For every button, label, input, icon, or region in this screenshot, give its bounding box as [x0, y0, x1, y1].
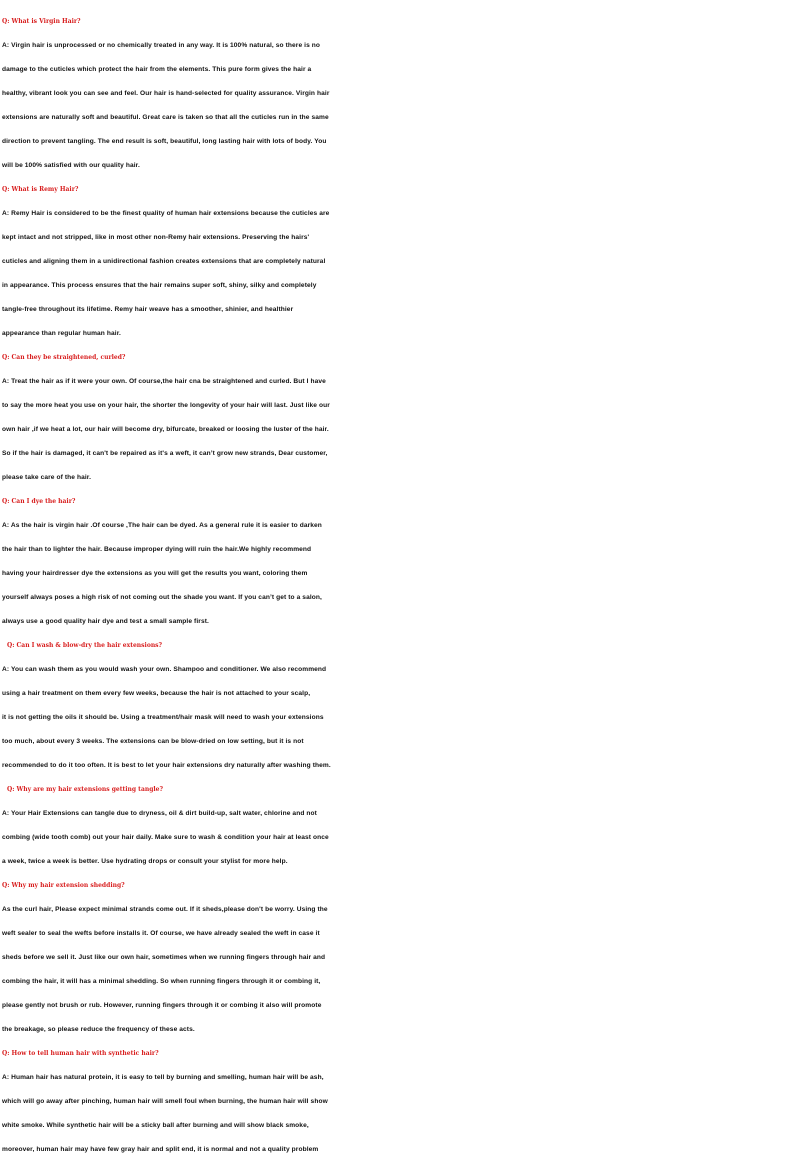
faq-answer-line: recommended to do it too often. It is best to let your hair extensions dry naturally after washing them. — [2, 762, 331, 769]
faq-answer-line: weft sealer to seal the wefts before installs it. Of course, we have already sealed the weft in case it — [2, 930, 320, 937]
faq-item — [0, 10, 800, 178]
faq-answer-line: yourself always poses a high risk of not coming out the shade you want. If you can’t get to a salon, — [2, 594, 322, 601]
faq-answer-line: cuticles and aligning them in a unidirectional fashion creates extensions that are completely natural — [2, 258, 326, 265]
faq-answer-line: please take care of the hair. — [2, 474, 92, 481]
faq-question: Q: Can they be straightened, curled? — [2, 354, 126, 361]
faq-item — [0, 634, 800, 778]
faq-question: Q: Why are my hair extensions getting tangle? — [7, 786, 164, 793]
faq-answer-line: A: Your Hair Extensions can tangle due to dryness, oil & dirt build-up, salt water, chlorine and not — [2, 810, 317, 817]
faq-document — [0, 10, 800, 1162]
faq-answer-line: white smoke. While synthetic hair will be a sticky ball after burning and will show black smoke, — [2, 1122, 309, 1129]
faq-answer-line: using a hair treatment on them every few weeks, because the hair is not attached to your scalp, — [2, 690, 311, 697]
faq-answer-line: kept intact and not stripped, like in most other non-Remy hair extensions. Preserving the hairs' — [2, 234, 310, 241]
faq-answer-line: extensions are naturally soft and beautiful. Great care is taken so that all the cuticles run in the same — [2, 114, 329, 121]
faq-answer-line: a week, twice a week is better. Use hydrating drops or consult your stylist for more help. — [2, 858, 288, 865]
faq-question: Q: Can I dye the hair? — [2, 498, 76, 505]
faq-answer-line: damage to the cuticles which protect the hair from the elements. This pure form gives the hair a — [2, 66, 312, 73]
faq-answer-line: As the curl hair, Please expect minimal strands come out. If it sheds,please don't be worry. Using the — [2, 906, 328, 913]
faq-answer-line: A: As the hair is virgin hair .Of course ,The hair can be dyed. As a general rule it is easier to darken — [2, 522, 322, 529]
faq-answer-line: will be 100% satisfied with our quality hair. — [2, 162, 140, 169]
faq-item — [0, 490, 800, 634]
faq-answer-line: A: Virgin hair is unprocessed or no chemically treated in any way. It is 100% natural, so there is no — [2, 42, 321, 49]
faq-answer-line: which will go away after pinching, human hair will smell foul when burning, the human hair will show — [2, 1098, 328, 1105]
faq-answer-line: combing (wide tooth comb) out your hair daily. Make sure to wash & condition your hair at least once — [2, 834, 329, 841]
faq-answer-line: too much, about every 3 weeks. The extensions can be blow-dried on low setting, but it is not — [2, 738, 304, 745]
faq-answer-line: combing the hair, it will has a minimal shedding. So when running fingers through it or combing it, — [2, 978, 321, 985]
faq-answer-line: having your hairdresser dye the extensions as you will get the results you want, coloring them — [2, 570, 308, 577]
faq-answer-line: A: Remy Hair is considered to be the finest quality of human hair extensions because the cuticles are — [2, 210, 330, 217]
faq-question: Q: What is Remy Hair? — [2, 186, 79, 193]
faq-answer-line: sheds before we sell it. Just like our own hair, sometimes when we running fingers through hair and — [2, 954, 326, 961]
faq-item — [0, 778, 800, 874]
faq-item — [0, 874, 800, 1042]
faq-answer-line: A: You can wash them as you would wash your own. Shampoo and conditioner. We also recommend — [2, 666, 327, 673]
faq-answer-line: it is not getting the oils it should be. Using a treatment/hair mask will need to wash your extensions — [2, 714, 324, 721]
faq-question: Q: Why my hair extension shedding? — [2, 882, 125, 889]
faq-item — [0, 178, 800, 346]
faq-answer-line: the breakage, so please reduce the frequency of these acts. — [2, 1026, 195, 1033]
faq-question: Q: What is Virgin Hair? — [2, 18, 81, 25]
faq-answer-line: the hair than to lighter the hair. Because improper dying will ruin the hair.We highly recommend — [2, 546, 312, 553]
faq-answer-line: always use a good quality hair dye and test a small sample first. — [2, 618, 209, 625]
faq-answer-line: in appearance. This process ensures that the hair remains super soft, shiny, silky and completely — [2, 282, 317, 289]
faq-answer-line: healthy, vibrant look you can see and feel. Our hair is hand-selected for quality assurance. Virgin hair — [2, 90, 330, 97]
faq-answer-line: A: Treat the hair as if it were your own. Of course,the hair cna be straightened and curled. But I have — [2, 378, 326, 385]
faq-answer-line: direction to prevent tangling. The end result is soft, beautiful, long lasting hair with lots of body. You — [2, 138, 327, 145]
faq-answer-line: A: Human hair has natural protein, it is easy to tell by burning and smelling, human hair will be ash, — [2, 1074, 324, 1081]
faq-answer-line: So if the hair is damaged, it can't be repaired as it's a weft, it can’t grow new strands, Dear customer, — [2, 450, 328, 457]
faq-answer-line: appearance than regular human hair. — [2, 330, 121, 337]
faq-answer-line: own hair ,if we heat a lot, our hair will become dry, bifurcate, breaked or loosing the luster of the hair. — [2, 426, 329, 433]
faq-item — [0, 346, 800, 490]
faq-question: Q: How to tell human hair with synthetic hair? — [2, 1050, 159, 1057]
faq-answer-line: please gently not brush or rub. However, running fingers through it or combing it also will promote — [2, 1002, 322, 1009]
faq-item — [0, 1042, 800, 1162]
faq-answer-line: to say the more heat you use on your hair, the shorter the longevity of your hair will last. Just like our — [2, 402, 330, 409]
faq-answer-line: moreover, human hair may have few gray hair and split end, it is normal and not a quality problem — [2, 1146, 319, 1153]
faq-answer-line: tangle-free throughout its lifetime. Remy hair weave has a smoother, shinier, and healthier — [2, 306, 294, 313]
faq-question: Q: Can I wash & blow-dry the hair extensions? — [7, 642, 163, 649]
